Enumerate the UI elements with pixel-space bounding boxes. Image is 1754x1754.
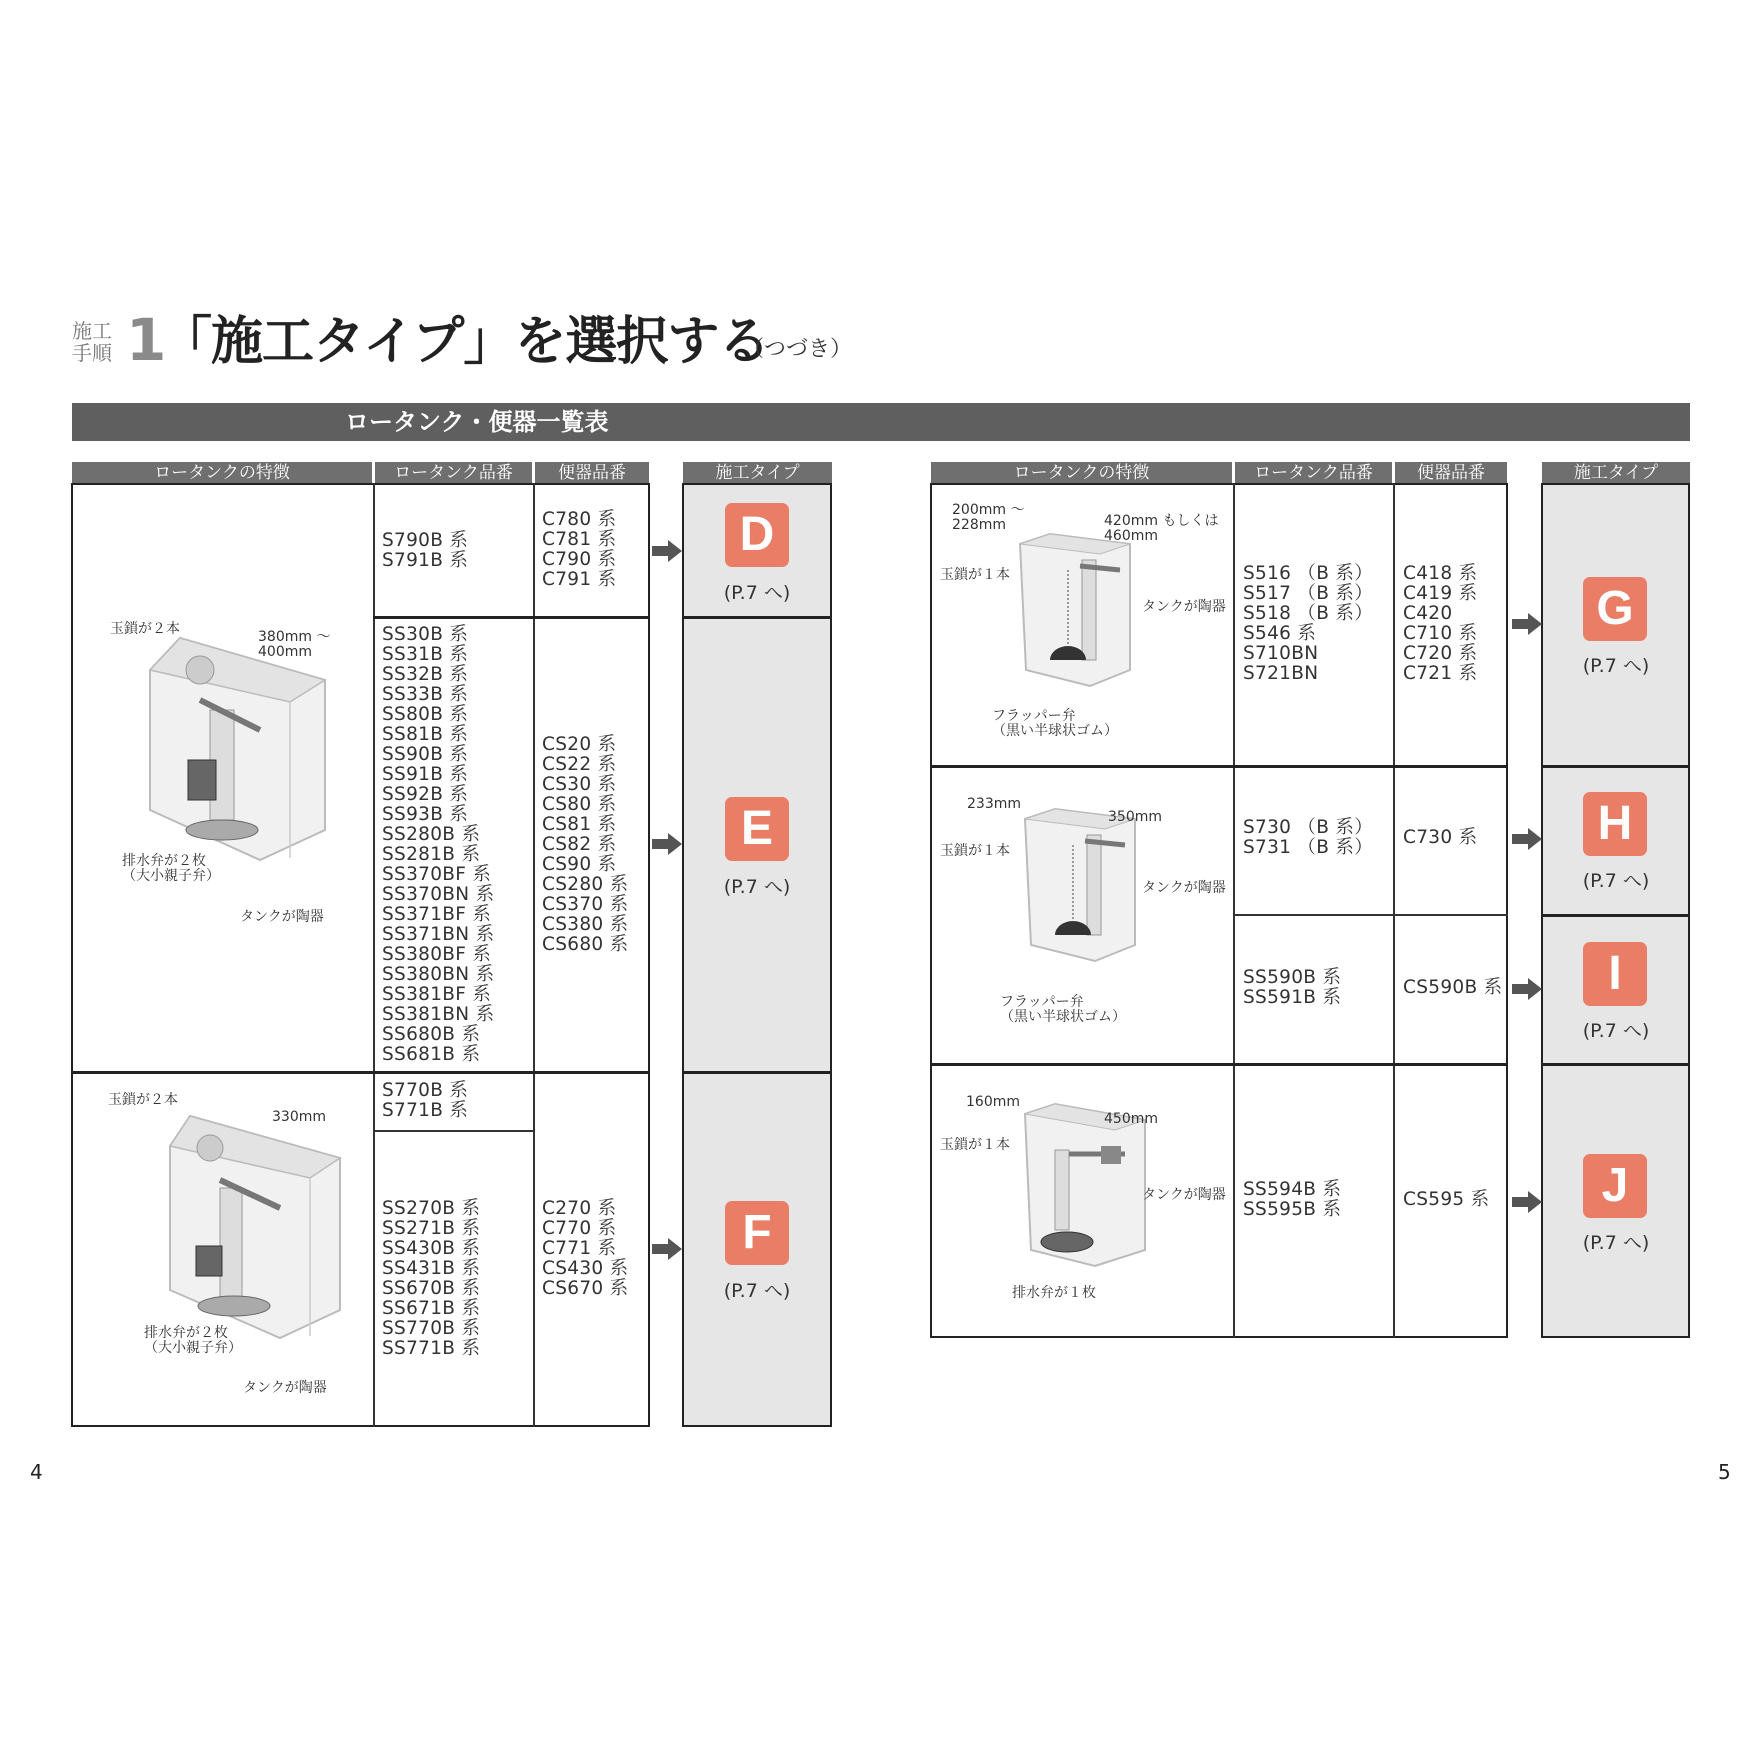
step-label-line1: 施工	[72, 319, 112, 343]
note-tank-h: タンクが陶器	[1142, 880, 1226, 896]
toilet-list-g: C418 系 C419 系 C420 C710 系 C720 系 C721 系	[1403, 563, 1478, 684]
note-valve-f: 排水弁が２枚 （大小親子弁）	[144, 1325, 242, 1356]
note-valve-h: フラッパー弁 （黒い半球状ゴム）	[1000, 994, 1126, 1025]
arrow-right-icon	[650, 831, 684, 857]
arrow-right-icon	[650, 538, 684, 564]
note-dim1-g: 200mm ～ 228mm	[952, 502, 1025, 533]
note-valve-e: 排水弁が２枚 （大小親子弁）	[122, 853, 220, 884]
divider	[1393, 483, 1395, 1338]
toilet-list-f: C270 系 C770 系 C771 系 CS430 系 CS670 系	[542, 1198, 629, 1299]
page-ref-g: (P.7 へ)	[1582, 655, 1650, 677]
page-ref-e: (P.7 へ)	[723, 876, 791, 898]
arrow-right-icon	[1510, 976, 1544, 1002]
toilet-list-d: C780 系 C781 系 C790 系 C791 系	[542, 509, 617, 590]
note-chain-j: 玉鎖が１本	[940, 1137, 1010, 1153]
arrow-right-icon	[1510, 1189, 1544, 1215]
note-chain-f: 玉鎖が２本	[108, 1092, 178, 1108]
note-dim-f: 330mm	[272, 1109, 326, 1125]
divider	[930, 765, 1508, 768]
divider	[1233, 914, 1508, 916]
page-number-right: 5	[1718, 1460, 1731, 1484]
divider	[1541, 914, 1690, 917]
divider	[373, 1130, 533, 1132]
divider	[71, 1071, 650, 1074]
tank-list-g: S516 （B 系） S517 （B 系） S518 （B 系） S546 系 S710BN S721BN	[1243, 563, 1374, 684]
note-chain-g: 玉鎖が１本	[940, 567, 1010, 583]
divider	[930, 1063, 1508, 1066]
low-tank-diagram-e	[140, 630, 340, 870]
type-badge-i: I	[1583, 942, 1647, 1006]
divider	[1541, 765, 1690, 768]
note-tank-f: タンクが陶器	[243, 1380, 327, 1396]
note-dim2-h: 350mm	[1108, 809, 1162, 825]
col-header-tank-model: ロータンク品番	[375, 462, 532, 484]
step-number: 1	[126, 306, 167, 374]
toilet-list-i: CS590B 系	[1403, 977, 1503, 998]
col-header-feature: ロータンクの特徴	[931, 462, 1232, 484]
page-number-left: 4	[30, 1460, 43, 1484]
note-dim2-j: 450mm	[1104, 1111, 1158, 1127]
page-title: 「施工タイプ」を選択する	[160, 312, 770, 372]
arrow-right-icon	[1510, 611, 1544, 637]
toilet-list-j: CS595 系	[1403, 1189, 1490, 1210]
note-dim1-j: 160mm	[966, 1094, 1020, 1110]
tank-list-f-a: S770B 系 S771B 系	[382, 1080, 469, 1121]
note-chain-e: 玉鎖が２本	[110, 621, 180, 637]
low-tank-diagram-g	[1010, 530, 1160, 690]
page-ref-j: (P.7 へ)	[1582, 1232, 1650, 1254]
divider	[682, 616, 832, 619]
section-title: ロータンク・便器一覧表	[345, 408, 609, 436]
col-header-type: 施工タイプ	[683, 462, 832, 484]
divider	[373, 616, 650, 619]
tank-list-f-b: SS270B 系 SS271B 系 SS430B 系 SS431B 系 SS670B 系 SS671B 系 SS770B 系 SS771B 系	[382, 1198, 481, 1359]
low-tank-diagram-f	[160, 1110, 360, 1350]
col-header-tank-model: ロータンク品番	[1235, 462, 1392, 484]
type-badge-f: F	[725, 1201, 789, 1265]
type-badge-d: D	[725, 503, 789, 567]
divider	[1233, 483, 1235, 1338]
step-label-line2: 手順	[72, 341, 112, 365]
type-badge-h: H	[1583, 792, 1647, 856]
toilet-list-h: C730 系	[1403, 827, 1478, 848]
note-tank-e: タンクが陶器	[240, 909, 324, 925]
divider	[682, 1071, 832, 1074]
tank-list-i: SS590B 系 SS591B 系	[1243, 967, 1342, 1008]
note-dim1-h: 233mm	[967, 796, 1021, 812]
col-header-toilet-model: 便器品番	[535, 462, 649, 484]
tank-list-h: S730 （B 系） S731 （B 系）	[1243, 817, 1374, 858]
divider	[373, 483, 375, 1427]
arrow-right-icon	[1510, 826, 1544, 852]
col-header-type: 施工タイプ	[1542, 462, 1690, 484]
step-label	[72, 320, 112, 364]
page-ref-d: (P.7 へ)	[723, 582, 791, 604]
tank-list-j: SS594B 系 SS595B 系	[1243, 1179, 1342, 1220]
col-header-toilet-model: 便器品番	[1395, 462, 1507, 484]
note-valve-j: 排水弁が１枚	[1012, 1285, 1096, 1301]
note-tank-g: タンクが陶器	[1142, 599, 1226, 615]
tank-list-d: S790B 系 S791B 系	[382, 530, 469, 571]
note-dim-e: 380mm ～ 400mm	[258, 629, 331, 660]
note-dim2-g: 420mm もしくは 460mm	[1104, 513, 1219, 544]
page-ref-f: (P.7 へ)	[723, 1280, 791, 1302]
tank-list-e: SS30B 系 SS31B 系 SS32B 系 SS33B 系 SS80B 系 SS81B 系 SS90B 系 SS91B 系 SS92B 系 SS93B 系 SS280B 系 SS281B 系 SS370BF 系 SS370BN 系 SS371BF 系 SS371BN 系 SS380BF 系 SS380BN 系 SS381BF 系 SS381BN 系 SS680B 系 SS681B 系	[382, 624, 495, 1065]
page-ref-i: (P.7 へ)	[1582, 1020, 1650, 1042]
col-header-feature: ロータンクの特徴	[72, 462, 372, 484]
toilet-list-e: CS20 系 CS22 系 CS30 系 CS80 系 CS81 系 CS82 系 CS90 系 CS280 系 CS370 系 CS380 系 CS680 系	[542, 734, 629, 955]
divider	[533, 483, 535, 1427]
arrow-right-icon	[650, 1236, 684, 1262]
type-badge-j: J	[1583, 1154, 1647, 1218]
type-badge-g: G	[1583, 577, 1647, 641]
note-valve-g: フラッパー弁 （黒い半球状ゴム）	[992, 708, 1118, 739]
type-badge-e: E	[725, 797, 789, 861]
page-ref-h: (P.7 へ)	[1582, 870, 1650, 892]
section-header-bar	[72, 403, 1690, 441]
divider	[1541, 1063, 1690, 1066]
page-subtitle: （つづき）	[742, 337, 853, 362]
note-chain-h: 玉鎖が１本	[940, 843, 1010, 859]
note-tank-j: タンクが陶器	[1142, 1187, 1226, 1203]
